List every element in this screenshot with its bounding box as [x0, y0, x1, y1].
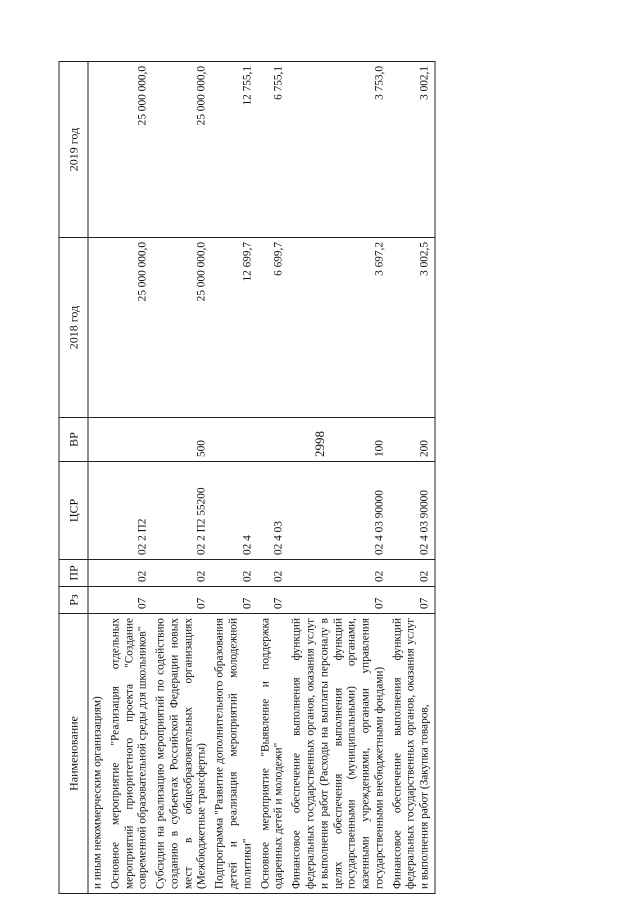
row-name: и иным некоммерческим организациям)	[88, 614, 107, 894]
table-row	[88, 62, 107, 894]
header-rz: Рз	[59, 587, 88, 614]
table-row	[107, 62, 152, 894]
row-vr	[107, 418, 152, 462]
row-vr: 500	[153, 418, 212, 462]
table-header-row	[59, 62, 88, 894]
row-2019: 25 000 000,0	[153, 62, 212, 238]
row-vr: 100	[289, 418, 389, 462]
row-vr	[257, 418, 289, 462]
budget-table	[59, 61, 436, 894]
page-number: 2998	[312, 431, 327, 457]
row-pr: 02	[389, 560, 435, 587]
row-vr	[88, 418, 107, 462]
row-pr: 02	[212, 560, 257, 587]
row-name: Субсидии на реализацию мероприятий по содействию созданию в субъектах Российской Федерации новых мест в общеобразовательных организациях (Межбюджетные трансферты)	[153, 614, 212, 894]
row-csr: 02 2 П2 55200	[153, 462, 212, 560]
row-2018: 25 000 000,0	[153, 238, 212, 418]
row-pr: 02	[153, 560, 212, 587]
row-2018: 3 002,5	[389, 238, 435, 418]
row-csr: 02 2 П2	[107, 462, 152, 560]
row-2019: 25 000 000,0	[107, 62, 152, 238]
row-csr: 02 4 03 90000	[289, 462, 389, 560]
row-name: Подпрограмма "Развитие дополнительного образования детей и реализация мероприятий молодежной политики"	[212, 614, 257, 894]
row-2019: 3 753,0	[289, 62, 389, 238]
header-pr: ПР	[59, 560, 88, 587]
header-2019: 2019 год	[59, 62, 88, 238]
row-2018: 3 697,2	[289, 238, 389, 418]
row-2018: 6 699,7	[257, 238, 289, 418]
row-rz: 07	[107, 587, 152, 614]
row-2019: 6 755,1	[257, 62, 289, 238]
table-row	[153, 62, 212, 894]
row-vr	[212, 418, 257, 462]
header-2018: 2018 год	[59, 238, 88, 418]
row-2019: 3 002,1	[389, 62, 435, 238]
table-row	[389, 62, 435, 894]
row-rz: 07	[389, 587, 435, 614]
row-vr: 200	[389, 418, 435, 462]
row-rz: 07	[153, 587, 212, 614]
header-vr: ВР	[59, 418, 88, 462]
row-rz: 07	[257, 587, 289, 614]
budget-table-page	[59, 62, 582, 894]
row-csr: 02 4	[212, 462, 257, 560]
row-rz	[88, 587, 107, 614]
row-name: Финансовое обеспечение выполнения функций федеральных государственных органов, оказания услуг и выполнения работ (Закупка товаров,	[389, 614, 435, 894]
header-csr: ЦСР	[59, 462, 88, 560]
row-2018	[88, 238, 107, 418]
row-name: Основное мероприятие "Выявление и поддержка одаренных детей и молодежи"	[257, 614, 289, 894]
row-csr: 02 4 03 90000	[389, 462, 435, 560]
row-pr: 02	[257, 560, 289, 587]
row-csr	[88, 462, 107, 560]
row-rz: 07	[289, 587, 389, 614]
row-2019	[88, 62, 107, 238]
row-pr: 02	[107, 560, 152, 587]
header-name: Наименование	[59, 614, 88, 894]
row-pr: 02	[289, 560, 389, 587]
row-2019: 12 755,1	[212, 62, 257, 238]
row-2018: 12 699,7	[212, 238, 257, 418]
row-rz: 07	[212, 587, 257, 614]
table-row	[257, 62, 289, 894]
row-csr: 02 4 03	[257, 462, 289, 560]
row-pr	[88, 560, 107, 587]
row-name: Финансовое обеспечение выполнения функций федеральных государственных органов, оказания услуг и выполнения работ (Расходы на выплаты персоналу в целях обеспечения выполнения функций государственными (муниципальными) органами, казенными учреждениями, органами управления государственными внебюджетными фондами)	[289, 614, 389, 894]
table-row	[289, 62, 389, 894]
table-row	[212, 62, 257, 894]
row-name: Основное мероприятие "Реализация отдельных мероприятий приоритетного проекта "Создание современной образовательной среды для школьников"	[107, 614, 152, 894]
row-2018: 25 000 000,0	[107, 238, 152, 418]
